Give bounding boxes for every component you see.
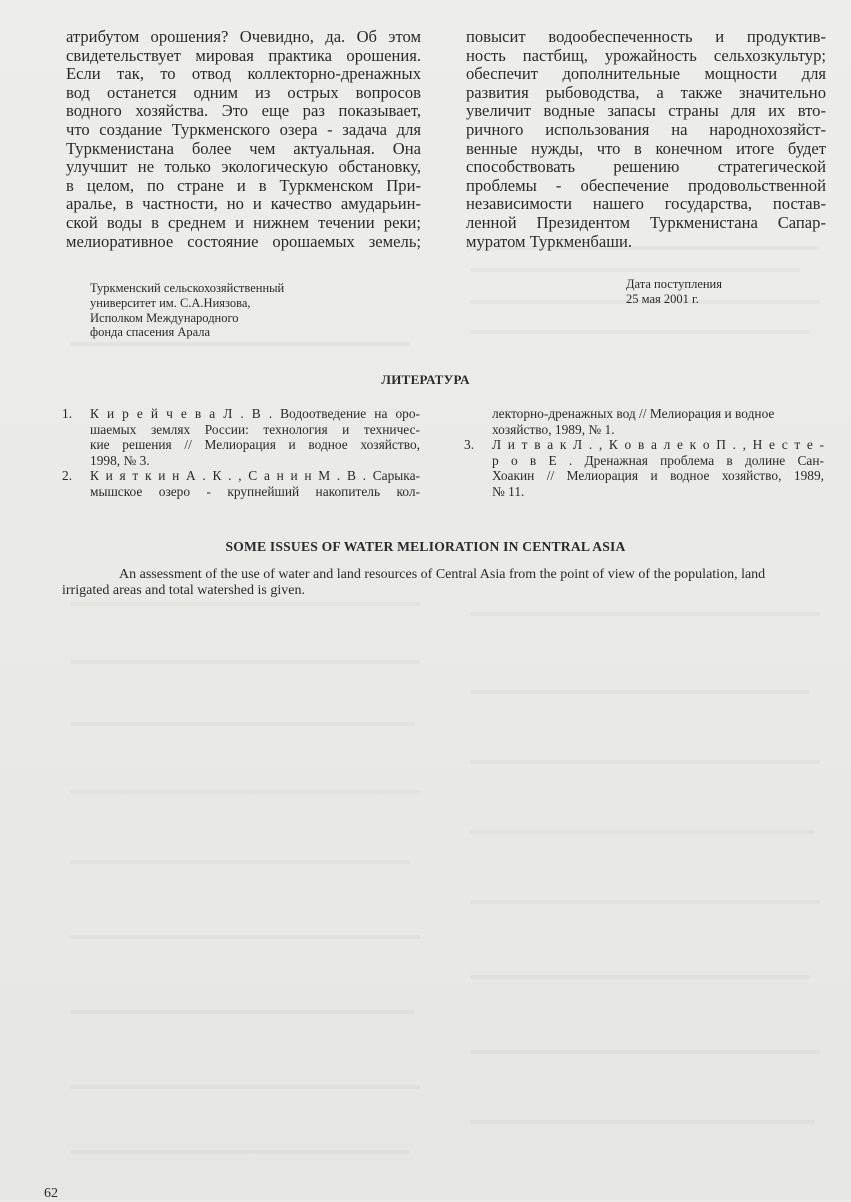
text-line: Если так, то отвод коллекторно-дренажных <box>66 64 421 84</box>
references-left-column <box>62 406 420 500</box>
received-label: Дата поступления <box>626 277 722 291</box>
literature-heading: ЛИТЕРАТУРА <box>381 372 470 387</box>
reference-line: 1998, № 3. <box>90 452 150 468</box>
reference-line: Хоакин // Мелиорация и водное хозяйство, 1989, <box>492 468 824 484</box>
reference-line: № 11. <box>492 483 525 499</box>
received-date <box>626 277 722 307</box>
reference-line: лекторно-дренажных вод // Мелиорация и водное <box>492 406 775 421</box>
text-line: мелиоративное состояние орошаемых земель; <box>66 231 421 251</box>
reference-item <box>62 406 420 468</box>
text-line: улучшит не только экологическую обстановку, <box>66 157 421 177</box>
affiliation-line: Туркменский сельскохозяйственный <box>90 281 285 295</box>
text-line: способствовать решению стратегической <box>466 157 826 177</box>
text-line: развития рыбоводства, а также значительно <box>466 82 826 102</box>
text-line: ленной Президентом Туркменистана Сапар- <box>466 212 826 232</box>
reference-number: 2. <box>62 468 73 484</box>
text-line: увеличит водные запасы страны для их вто- <box>466 101 826 121</box>
english-abstract <box>62 567 826 600</box>
abstract-line: An assessment of the use of water and land resources of Central Asia from the point of view of the population, land <box>119 567 766 582</box>
text-line: муратом Туркменбаши. <box>466 231 633 251</box>
references-right-column <box>464 406 824 500</box>
reference-item <box>62 468 420 499</box>
text-line: вод останется одним из острых вопросов <box>66 82 421 102</box>
text-line: ричного использования на народнохозяйст- <box>466 119 826 139</box>
affiliation-line: Исполком Международного <box>90 310 239 325</box>
reference-line: шаемых землях России: технология и техничес- <box>90 421 420 437</box>
affiliation-line: фонда спасения Арала <box>90 325 211 340</box>
abstract-line: irrigated areas and total watershed is given. <box>62 583 305 599</box>
text-line: Туркменистана более чем актуальная. Она <box>66 138 421 158</box>
text-line: венные нужды, что в конечном итоге будет <box>466 138 826 158</box>
reference-line: Л и т в а к Л . , К о в а л е к о П . , Н е с т е - <box>492 437 824 453</box>
reference-line: мышское озеро - крупнейший накопитель кол- <box>90 483 420 499</box>
text-line: независимости нашего государства, постав- <box>466 194 826 214</box>
received-value: 25 мая 2001 г. <box>626 291 699 306</box>
text-line: аралье, в частности, но и качество амударьин- <box>66 194 421 214</box>
text-line: ской воды в среднем и нижнем течении реки; <box>66 212 421 232</box>
reference-line: К и я т к и н А . К . , С а н и н М . В . Сарыка- <box>90 468 420 484</box>
text-line: атрибутом орошения? Очевидно, да. Об этом <box>66 27 421 46</box>
affiliation-line: университет им. С.А.Ниязова, <box>90 295 251 310</box>
reference-line: хозяйство, 1989, № 1. <box>492 421 615 437</box>
author-affiliation <box>90 281 284 340</box>
text-line: проблемы - обеспечение продовольственной <box>466 175 826 195</box>
reference-number: 3. <box>464 437 475 453</box>
text-line: в целом, по стране и в Туркменском При- <box>66 175 421 195</box>
text-line: обеспечит дополнительные мощности для <box>466 64 826 84</box>
text-line: водного хозяйства. Это еще раз показывает, <box>66 101 421 121</box>
english-title: SOME ISSUES OF WATER MELIORATION IN CENTRAL ASIA <box>225 539 626 554</box>
body-text-right-column <box>466 28 826 251</box>
text-line: повысит водообеспеченность и продуктив- <box>466 27 826 46</box>
text-line: свидетельствует мировая практика орошения. <box>66 45 421 65</box>
reference-line: р о в Е . Дренажная проблема в долине Сан- <box>492 452 824 468</box>
text-line: ность пастбищ, урожайность сельхозкультур; <box>466 45 826 65</box>
body-text-left-column <box>66 28 421 251</box>
reference-line: К и р е й ч е в а Л . В . Водоотведение на оро- <box>90 406 420 421</box>
reference-number: 1. <box>62 406 73 421</box>
text-line: что создание Туркменского озера - задача для <box>66 119 421 139</box>
reference-item <box>464 437 824 499</box>
reference-line: кие решения // Мелиорация и водное хозяйство, <box>90 437 420 453</box>
page-number: 62 <box>44 1186 58 1201</box>
reference-continuation <box>464 406 824 437</box>
